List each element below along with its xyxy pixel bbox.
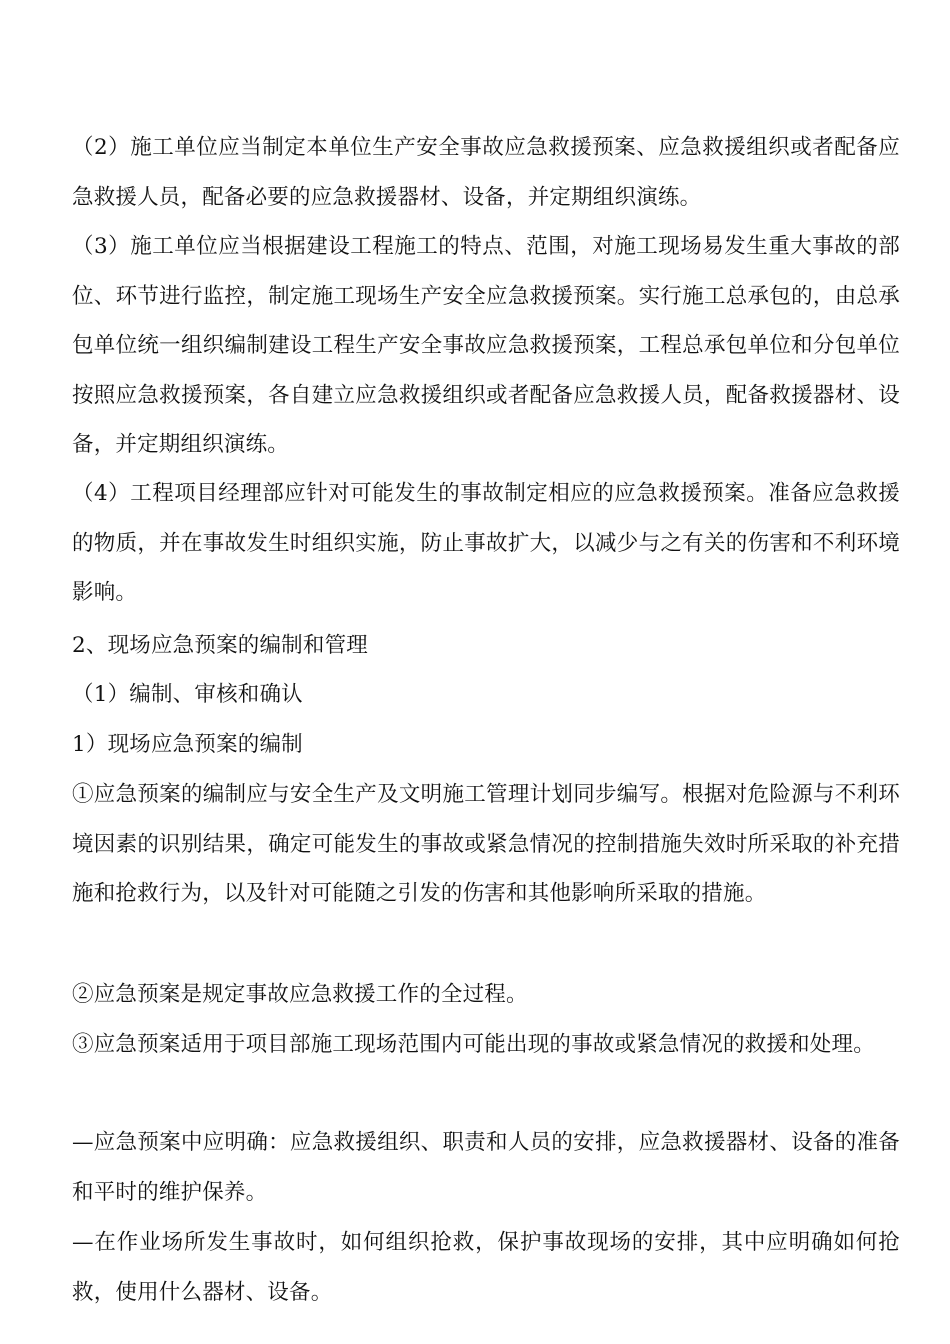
subsection-heading-1-1: 1）现场应急预案的编制 (72, 732, 303, 757)
section-heading-2: 2、现场应急预案的编制和管理 (72, 633, 368, 658)
dash-item-2: —在作业场所发生事故时，如何组织抢救，保护事故现场的安排，其中应明确如何抢救，使用什么器材、设备。 (72, 1230, 900, 1305)
paragraph-4: （4）工程项目经理部应针对可能发生的事故制定相应的应急救援预案。准备应急救援的物质，并在事故发生时组织实施，防止事故扩大，以减少与之有关的伤害和不利环境影响。 (72, 481, 900, 605)
item-circled-1: ①应急预案的编制应与安全生产及文明施工管理计划同步编写。根据对危险源与不利环境因素的识别结果，确定可能发生的事故或紧急情况的控制措施失效时所采取的补充措施和抢救行为，以及针对可能随之引发的伤害和其他影响所采取的措施。 (72, 782, 900, 906)
item-circled-3: ③应急预案适用于项目部施工现场范围内可能出现的事故或紧急情况的救援和处理。 (72, 1032, 875, 1057)
paragraph-3: （3）施工单位应当根据建设工程施工的特点、范围，对施工现场易发生重大事故的部位、环节进行监控，制定施工现场生产安全应急救援预案。实行施工总承包的，由总承包单位统一组织编制建设工程生产安全事故应急救援预案，工程总承包单位和分包单位按照应急救援预案，各自建立应急救援组织或者配备应急救援人员，配备救援器材、设备，并定期组织演练。 (72, 234, 900, 457)
item-circled-2: ②应急预案是规定事故应急救援工作的全过程。 (72, 982, 528, 1007)
paragraph-2: （2）施工单位应当制定本单位生产安全事故应急救援预案、应急救援组织或者配备应急救援人员，配备必要的应急救援器材、设备，并定期组织演练。 (72, 135, 900, 210)
subsection-heading-1: （1）编制、审核和确认 (72, 682, 303, 707)
dash-item-1: —应急预案中应明确：应急救援组织、职责和人员的安排，应急救援器材、设备的准备和平时的维护保养。 (72, 1130, 900, 1205)
